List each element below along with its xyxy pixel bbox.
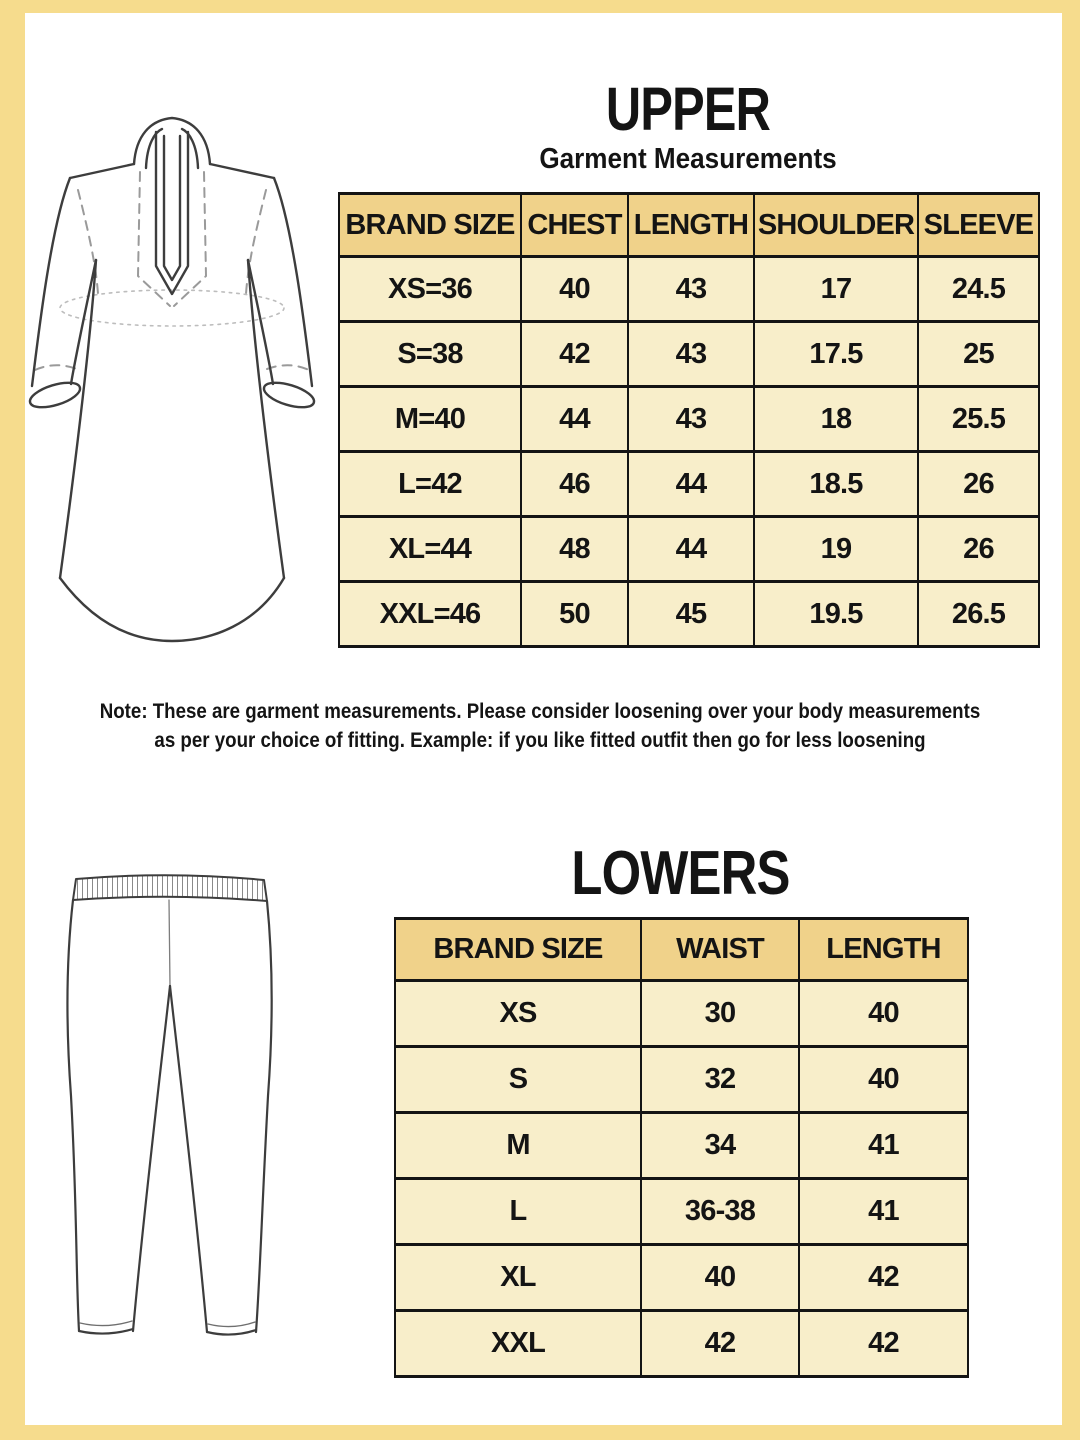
column-header-chest: CHEST: [521, 194, 628, 257]
table-cell: XS=36: [339, 257, 521, 322]
table-row-m: [395, 1113, 968, 1179]
column-header-brand-size: BRAND SIZE: [395, 919, 641, 981]
table-cell: 40: [799, 981, 968, 1047]
table-cell: 40: [799, 1047, 968, 1113]
table-cell: L=42: [339, 452, 521, 517]
upper-measurements-table: [338, 192, 1040, 648]
table-cell: 18: [754, 387, 918, 452]
table-cell: 24.5: [918, 257, 1039, 322]
table-row-s: [339, 322, 1039, 387]
table-row-l: [395, 1179, 968, 1245]
table-cell: 40: [521, 257, 628, 322]
shoulder-left: [70, 164, 134, 178]
table-row-s: [395, 1047, 968, 1113]
pants-illustration: [30, 866, 350, 1346]
table-cell: 41: [799, 1113, 968, 1179]
table-cell: 44: [628, 517, 754, 582]
hem-curve: [60, 578, 284, 641]
table-cell: 44: [521, 387, 628, 452]
table-cell: S=38: [339, 322, 521, 387]
sleeve-inner-right: [248, 260, 273, 384]
table-cell: XXL=46: [339, 582, 521, 647]
table-cell: XS: [395, 981, 641, 1047]
table-cell: 41: [799, 1179, 968, 1245]
table-cell: 19: [754, 517, 918, 582]
upper-section-subtitle: Garment Measurements: [539, 143, 837, 175]
table-cell: 19.5: [754, 582, 918, 647]
placket-inner: [164, 136, 180, 280]
table-cell: 45: [628, 582, 754, 647]
leg-inner-right: [170, 986, 207, 1332]
table-cell: 43: [628, 387, 754, 452]
table-cell: M: [395, 1113, 641, 1179]
sleeve-outer-left: [32, 178, 70, 386]
table-cell: 30: [641, 981, 799, 1047]
table-row-xl: [395, 1245, 968, 1311]
kurta-illustration: [22, 108, 347, 653]
table-row-m: [339, 387, 1039, 452]
cuff-right: [261, 378, 317, 412]
sleeve-inner-left: [71, 260, 96, 384]
table-cell: 26.5: [918, 582, 1039, 647]
waistband: [73, 875, 267, 901]
leg-inner-left: [133, 986, 170, 1331]
hem-right-inner: [208, 1322, 255, 1327]
table-cell: XL: [395, 1245, 641, 1311]
table-cell: XXL: [395, 1311, 641, 1377]
note-line-2: as per your choice of fitting. Example: if you like fitted outfit then go for less loosening: [154, 728, 926, 752]
table-row-xxl: [339, 582, 1039, 647]
collar-inner-right: [182, 129, 198, 168]
table-cell: 18.5: [754, 452, 918, 517]
table-row-xs: [395, 981, 968, 1047]
center-seam: [169, 900, 170, 986]
lowers-measurements-table: [394, 917, 969, 1378]
sleeve-outer-right: [274, 178, 312, 386]
table-cell: L: [395, 1179, 641, 1245]
leg-outer-left: [67, 900, 79, 1331]
table-cell: 32: [641, 1047, 799, 1113]
table-cell: 42: [799, 1245, 968, 1311]
table-cell: 25.5: [918, 387, 1039, 452]
cuff-seam-right: [267, 365, 309, 370]
table-cell: 42: [799, 1311, 968, 1377]
table-cell: 50: [521, 582, 628, 647]
table-row-xs: [339, 257, 1039, 322]
side-right: [248, 260, 284, 578]
cuff-left: [27, 378, 83, 412]
table-cell: XL=44: [339, 517, 521, 582]
column-header-sleeve: SLEEVE: [918, 194, 1039, 257]
collar-inner-left: [146, 129, 162, 168]
table-cell: 17: [754, 257, 918, 322]
table-cell: 42: [521, 322, 628, 387]
cuff-seam-left: [35, 365, 77, 370]
table-row-xxl: [395, 1311, 968, 1377]
shoulder-right: [210, 164, 274, 178]
table-cell: 44: [628, 452, 754, 517]
table-cell: M=40: [339, 387, 521, 452]
column-header-length: LENGTH: [799, 919, 968, 981]
table-row-l: [339, 452, 1039, 517]
upper-header-row: [339, 194, 1039, 257]
placket-outer: [156, 132, 188, 294]
upper-section-title: UPPER: [605, 75, 771, 143]
table-row-xl: [339, 517, 1039, 582]
table-cell: 48: [521, 517, 628, 582]
hem-right: [207, 1330, 256, 1335]
hem-left: [79, 1329, 133, 1334]
table-cell: 34: [641, 1113, 799, 1179]
table-cell: 46: [521, 452, 628, 517]
hem-left-inner: [80, 1321, 132, 1326]
table-cell: 17.5: [754, 322, 918, 387]
table-cell: 26: [918, 517, 1039, 582]
column-header-shoulder: SHOULDER: [754, 194, 918, 257]
table-cell: S: [395, 1047, 641, 1113]
lowers-header-row: [395, 919, 968, 981]
table-cell: 43: [628, 257, 754, 322]
table-cell: 36-38: [641, 1179, 799, 1245]
table-cell: 26: [918, 452, 1039, 517]
measurement-note: [0, 697, 1080, 755]
column-header-waist: WAIST: [641, 919, 799, 981]
table-cell: 43: [628, 322, 754, 387]
leg-outer-right: [256, 901, 272, 1332]
side-left: [60, 260, 96, 578]
lowers-section-title: LOWERS: [571, 839, 790, 908]
note-line-1: Note: These are garment measurements. Please consider loosening over your body measurements: [99, 699, 981, 723]
table-cell: 40: [641, 1245, 799, 1311]
column-header-length: LENGTH: [628, 194, 754, 257]
collar-outline: [134, 118, 210, 164]
column-header-brand-size: BRAND SIZE: [339, 194, 521, 257]
table-cell: 25: [918, 322, 1039, 387]
table-cell: 42: [641, 1311, 799, 1377]
